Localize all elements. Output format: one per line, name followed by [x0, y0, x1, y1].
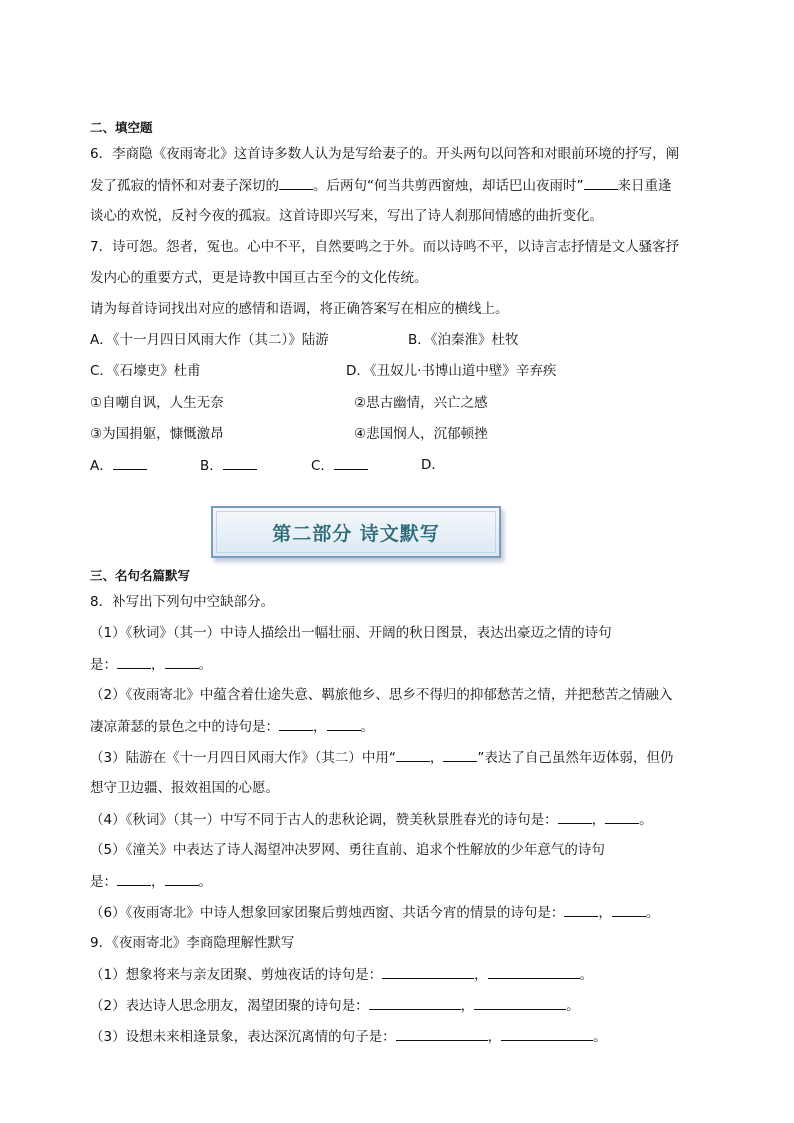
q8-s1-line-2: [90, 654, 710, 674]
answer-a: [90, 455, 147, 476]
q8-s6: [90, 902, 710, 922]
punct: 。: [198, 874, 212, 890]
answer-blank[interactable]: [223, 455, 257, 470]
answer-blank[interactable]: [488, 964, 580, 979]
punct: ，: [460, 998, 475, 1014]
banner-title: 第二部分 诗文默写: [272, 522, 440, 545]
emotion-option-4: ④悲国悯人，沉郁顿挫: [354, 426, 488, 442]
emotion-option-3: ③为国捐躯，慷慨激昂: [90, 426, 224, 442]
answer-blank[interactable]: [396, 1026, 488, 1041]
answer-blank[interactable]: [558, 809, 592, 824]
q9-text: （3）设想未来相逢景象，表达深沉离情的句子是：: [90, 1029, 396, 1045]
poem-option-c: C．《石壕吏》杜甫: [90, 363, 201, 379]
q8-s4: [90, 809, 710, 829]
answer-blank[interactable]: [443, 747, 477, 762]
q6-text: 。后两句“何当共剪西窗烛，却话巴山夜雨时”: [313, 178, 584, 194]
q8-text: （4）《秋词》（其一）中写不同于古人的悲秋论调，赞美秋景胜春光的诗句是：: [90, 812, 558, 828]
answer-blank[interactable]: [165, 871, 199, 886]
q9-s3: [90, 1026, 710, 1046]
poem-option-d: D．《丑奴儿·书博山道中壁》辛弃疾: [346, 363, 557, 379]
punct: ，: [151, 657, 165, 673]
punct: 。: [566, 998, 580, 1014]
q7-instruction: 请为每首诗词找出对应的感情和语调，将正确答案写在相应的横线上。: [90, 301, 509, 317]
q8-text: 凄凉萧瑟的景色之中的诗句是：: [90, 719, 279, 735]
punct: ，: [598, 905, 612, 921]
answer-blank[interactable]: [382, 964, 474, 979]
answer-blank[interactable]: [165, 654, 199, 669]
q6-text: 来日重逢: [617, 178, 672, 194]
section-heading-fill-blank: 二、填空题: [90, 120, 153, 135]
punct: ，: [591, 812, 606, 828]
answer-label: D．: [421, 457, 445, 473]
punct: ，: [151, 874, 165, 890]
punct: 。: [579, 967, 594, 983]
q6-line-3: 谈心的欢悦，反衬今夜的孤寂。这首诗即兴写来，写出了诗人刹那间情感的曲折变化。: [90, 208, 603, 224]
q8-s1-line-1: （1）《秋词》（其一）中诗人描绘出一幅壮丽、开阔的秋日图景，表达出豪迈之情的诗句: [90, 625, 612, 641]
part-two-banner: [211, 506, 501, 558]
answer-blank[interactable]: [584, 175, 618, 190]
answer-blank[interactable]: [117, 654, 151, 669]
q9-title: 9．《夜雨寄北》李商隐理解性默写: [90, 935, 295, 951]
q8-text: ”表达了自己虽然年迈体弱，但仍: [477, 750, 674, 766]
section-heading-recitation: 三、名句名篇默写: [90, 568, 191, 583]
q7-line-1: 7．诗可怨。怨者，冤也。心中不平，自然要鸣之于外。而以诗鸣不平，以诗言志抒情是文人骚客抒: [90, 239, 680, 255]
q6-text: 发了孤寂的情怀和对妻子深切的: [90, 178, 279, 194]
answer-c: [311, 455, 368, 476]
q8-text: 是：: [90, 657, 117, 673]
punct: ，: [429, 750, 444, 766]
q8-s5-line-2: [90, 871, 710, 891]
answer-d: [421, 455, 445, 475]
punct: 。: [360, 719, 374, 735]
q6-line-1: 6．李商隐《夜雨寄北》这首诗多数人认为是写给妻子的。开头两句以问答和对眼前环境的抒写，阐: [90, 146, 680, 162]
answer-blank[interactable]: [279, 175, 313, 190]
q8-s3-line-1: [90, 747, 710, 767]
answer-label: A．: [90, 458, 113, 474]
answer-b: [200, 455, 257, 476]
q8-s3-line-2: 想守卫边疆、报效祖国的心愿。: [90, 780, 279, 796]
poem-option-b: B．《泊秦淮》杜牧: [408, 332, 519, 348]
answer-blank[interactable]: [279, 716, 313, 731]
punct: 。: [639, 812, 653, 828]
answer-blank[interactable]: [612, 902, 646, 917]
q9-s2: [90, 995, 710, 1015]
answer-blank[interactable]: [117, 871, 151, 886]
q8-s2-line-1: （2）《夜雨寄北》中蕴含着仕途失意、羁旅他乡、思乡不得归的抑郁愁苦之情，并把愁苦之情融入: [90, 687, 673, 703]
q8-text: 是：: [90, 874, 117, 890]
poem-option-a: A．《十一月四日风雨大作（其二）》陆游: [90, 332, 329, 348]
q9-text: （1）想象将来与亲友团聚、剪烛夜话的诗句是：: [90, 967, 383, 983]
punct: 。: [198, 657, 212, 673]
punct: 。: [593, 1029, 607, 1045]
q8-s5-line-1: （5）《潼关》中表达了诗人渴望冲决罗网、勇往直前、追求个性解放的少年意气的诗句: [90, 842, 605, 858]
punct: ，: [474, 967, 488, 983]
answer-blank[interactable]: [334, 455, 368, 470]
q9-s1: [90, 964, 710, 984]
q9-text: （2）表达诗人思念朋友，渴望团聚的诗句是：: [90, 998, 369, 1014]
punct: ，: [313, 719, 327, 735]
answer-blank[interactable]: [605, 809, 639, 824]
answer-blank[interactable]: [396, 747, 430, 762]
answer-blank[interactable]: [564, 902, 598, 917]
q6-line-2: [90, 175, 710, 195]
answer-blank[interactable]: [501, 1026, 593, 1041]
q8-text: （6）《夜雨寄北》中诗人想象回家团聚后剪烛西窗、共话今宵的情景的诗句是：: [90, 905, 565, 921]
answer-blank[interactable]: [113, 455, 147, 470]
q8-title: 8．补写出下列句中空缺部分。: [90, 594, 275, 610]
answer-blank[interactable]: [327, 716, 361, 731]
punct: 。: [645, 905, 660, 921]
answer-label: B．: [200, 458, 223, 474]
emotion-option-2: ②思古幽情，兴亡之感: [354, 395, 488, 411]
answer-blank[interactable]: [474, 995, 566, 1010]
emotion-option-1: ①自嘲自讽，人生无奈: [90, 395, 224, 411]
q7-line-2: 发内心的重要方式，更是诗教中国亘古至今的文化传统。: [90, 270, 428, 286]
q8-s2-line-2: [90, 716, 710, 736]
q8-text: （3）陆游在《十一月四日风雨大作》（其二）中用“: [90, 750, 396, 766]
punct: ，: [487, 1029, 502, 1045]
answer-label: C．: [311, 458, 334, 474]
answer-blank[interactable]: [369, 995, 461, 1010]
